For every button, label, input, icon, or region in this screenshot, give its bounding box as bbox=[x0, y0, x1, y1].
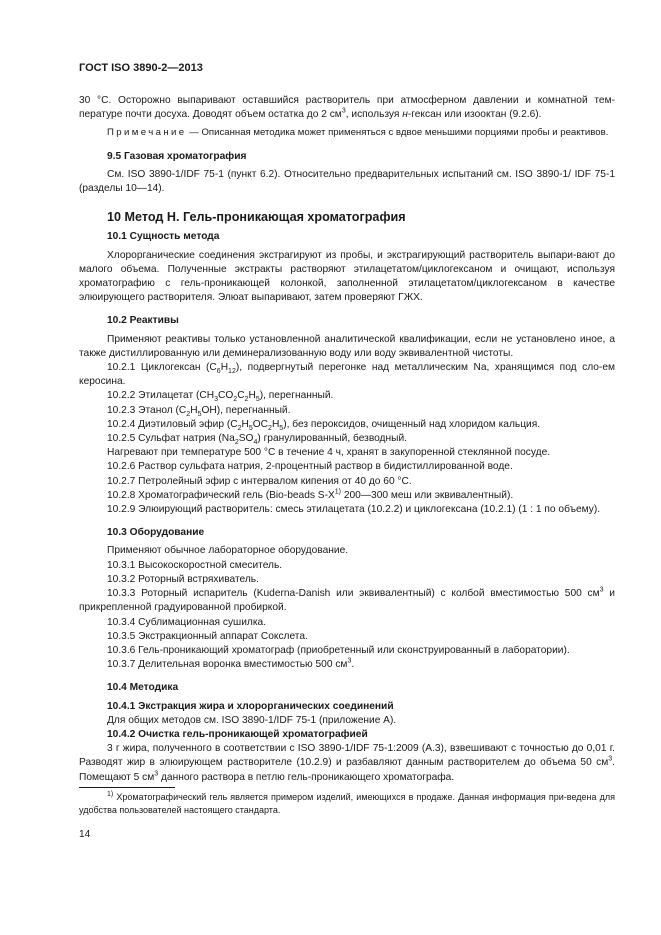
list-item-10-3-2: 10.3.2 Роторный встряхиватель. bbox=[107, 573, 259, 585]
list-item-10-3-3: 10.3.3 Роторный испаритель (Kuderna-Danish или эквивалентный) с колбой вместимостью 500 $см^3$ и прикрепленной градуированной пробиркой. bbox=[79, 586, 615, 614]
section-heading-10: 10 Метод Н. Гель-проникающая хроматография bbox=[107, 210, 406, 225]
list-item-10-3-4: 10.3.4 Сублимационная сушилка. bbox=[107, 616, 267, 628]
footnote-mark: 1) bbox=[107, 791, 114, 798]
list-item-10-2-3: 10.2.3 Этанол $(C_2H_5OH)$, перегнанный. bbox=[107, 404, 291, 418]
list-item-10-2-7: 10.2.7 Петролейный эфир с интервалом кипения от 40 до 60 °С. bbox=[107, 475, 412, 487]
page-content bbox=[79, 94, 615, 785]
intro-paragraph: 30 °С. Осторожно выпаривают оставшийся растворитель при атмосферном давлении и комнатной тем-пературе почти досуха. Доводят объем остатка до 2 $см^3$, используя н-гексан или изооктан (9.2.6). bbox=[79, 95, 615, 121]
section-heading-10-1: 10.1 Сущность метода bbox=[107, 231, 220, 243]
list-item-10-2-2: 10.2.2 Этилацетат $(CH_3CO_2C_2H_5)$, перегнанный. bbox=[107, 390, 334, 404]
list-item-10-2-6: 10.2.6 Раствор сульфата натрия, 2-процентный раствор в бидистиллированной воде. bbox=[107, 461, 513, 473]
section-heading-10-3: 10.3 Оборудование bbox=[107, 527, 205, 539]
subsection-10-4-1-text: Для общих методов см. ISO 3890-1/IDF 75-1 (приложение А). bbox=[107, 714, 397, 726]
subsection-10-4-2-text: 3 г жира, полученного в соответствии с ISO 3890-1/IDF 75-1:2009 (А.3), взвешивают с точностью до 0,01 г. Разводят жир в элюирующем растворителе (10.2.9) и разбавляют данным растворителем до объема 50 $см^3$. Помещают 5 $см^3$ данного раствора в петлю гель-проникающего хроматографа. bbox=[79, 743, 615, 783]
list-item-10-2-5-note: Нагревают при температуре 500 °С в течение 4 ч, хранят в закупоренной стеклянной посуде. bbox=[107, 447, 551, 459]
list-item-10-3-6: 10.3.6 Гель-проникающий хроматограф (приобретенный или сконструированный в лаборатории). bbox=[107, 644, 570, 656]
list-item-10-2-9: 10.2.9 Элюирующий растворитель: смесь этилацетата (10.2.2) и циклогексана (10.2.1) (1 : 1 по объему). bbox=[107, 504, 601, 516]
footnote-reference: 1) bbox=[334, 488, 342, 496]
subsection-heading-10-4-1: 10.4.1 Экстракция жира и хлорорганических соединений bbox=[107, 700, 394, 712]
section-10-3-intro: Применяют обычное лабораторное оборудование. bbox=[107, 545, 349, 557]
list-item-10-2-8: 10.2.8 Хроматографический гель (Bio-beads $S-X^{1)}$ 200—300 меш или эквивалентный). bbox=[107, 488, 514, 501]
list-item-10-2-4: 10.2.4 Диэтиловый эфир $(C_2H_5OC_2H_5)$, без пероксидов, очищенный над хлоридом кальция. bbox=[107, 418, 541, 432]
footnote-divider bbox=[79, 787, 175, 788]
list-item-10-2-1: 10.2.1 Циклогексан $(C_6H_{12})$, подвергнутый перегонке над металлическим Na, хранящимся под сло-ем керосина. bbox=[79, 362, 615, 388]
list-item-10-3-1: 10.3.1 Высокоскоростной смеситель. bbox=[107, 559, 283, 571]
section-10-2-intro: Применяют реактивы только установленной аналитической квалификации, если не установлено иное, а также дистиллированную или деминерализованную воду или воду эквивалентной чистоты. bbox=[79, 333, 615, 359]
subsection-heading-10-4-2: 10.4.2 Очистка гель-проникающей хроматографией bbox=[107, 728, 368, 740]
note-paragraph: Примечание — Описанная методика может применяться с вдвое меньшими порциями пробы и реактивов. bbox=[107, 127, 609, 139]
section-9-5-text: См. ISO 3890-1/IDF 75-1 (пункт 6.2). Относительно предварительных испытаний см. ISO 3890-1/ IDF 75-1 (разделы 10—14). bbox=[79, 168, 615, 195]
document-header: ГОСТ ISO 3890-2—2013 bbox=[79, 62, 203, 74]
list-item-10-3-7: 10.3.7 Делительная воронка вместимостью 500 $см^3$. bbox=[107, 657, 355, 671]
list-item-10-2-5: 10.2.5 Сульфат натрия $(Na_2SO_4)$ гранулированный, безводный. bbox=[107, 433, 407, 447]
footnote: $^{1)}$ Хроматографический гель является примером изделий, имеющихся в продаже. Данная информация при-ведена для удобства пользователей настоящего стандарта. bbox=[79, 791, 615, 815]
list-item-10-3-5: 10.3.5 Экстракционный аппарат Сокслета. bbox=[107, 630, 308, 642]
section-heading-10-4: 10.4 Методика bbox=[107, 682, 179, 694]
section-heading-9-5: 9.5 Газовая хроматография bbox=[107, 150, 247, 162]
section-10-1-text: Хлорорганические соединения экстрагируют из пробы, и экстрагирующий растворитель выпари-вают до малого объема. Полученные экстракты растворяют этилацетатом/циклогексаном и очищают, используя хроматографию с гель-проникающей колонкой, заполненной этилацетатом/циклогексаном в качестве элюирующего растворителя. Элюат выпаривают, затем проверяют ГЖХ. bbox=[79, 249, 615, 304]
page-number: 14 bbox=[79, 829, 91, 840]
note-label: Примечание bbox=[107, 127, 187, 139]
section-heading-10-2: 10.2 Реактивы bbox=[107, 315, 179, 327]
